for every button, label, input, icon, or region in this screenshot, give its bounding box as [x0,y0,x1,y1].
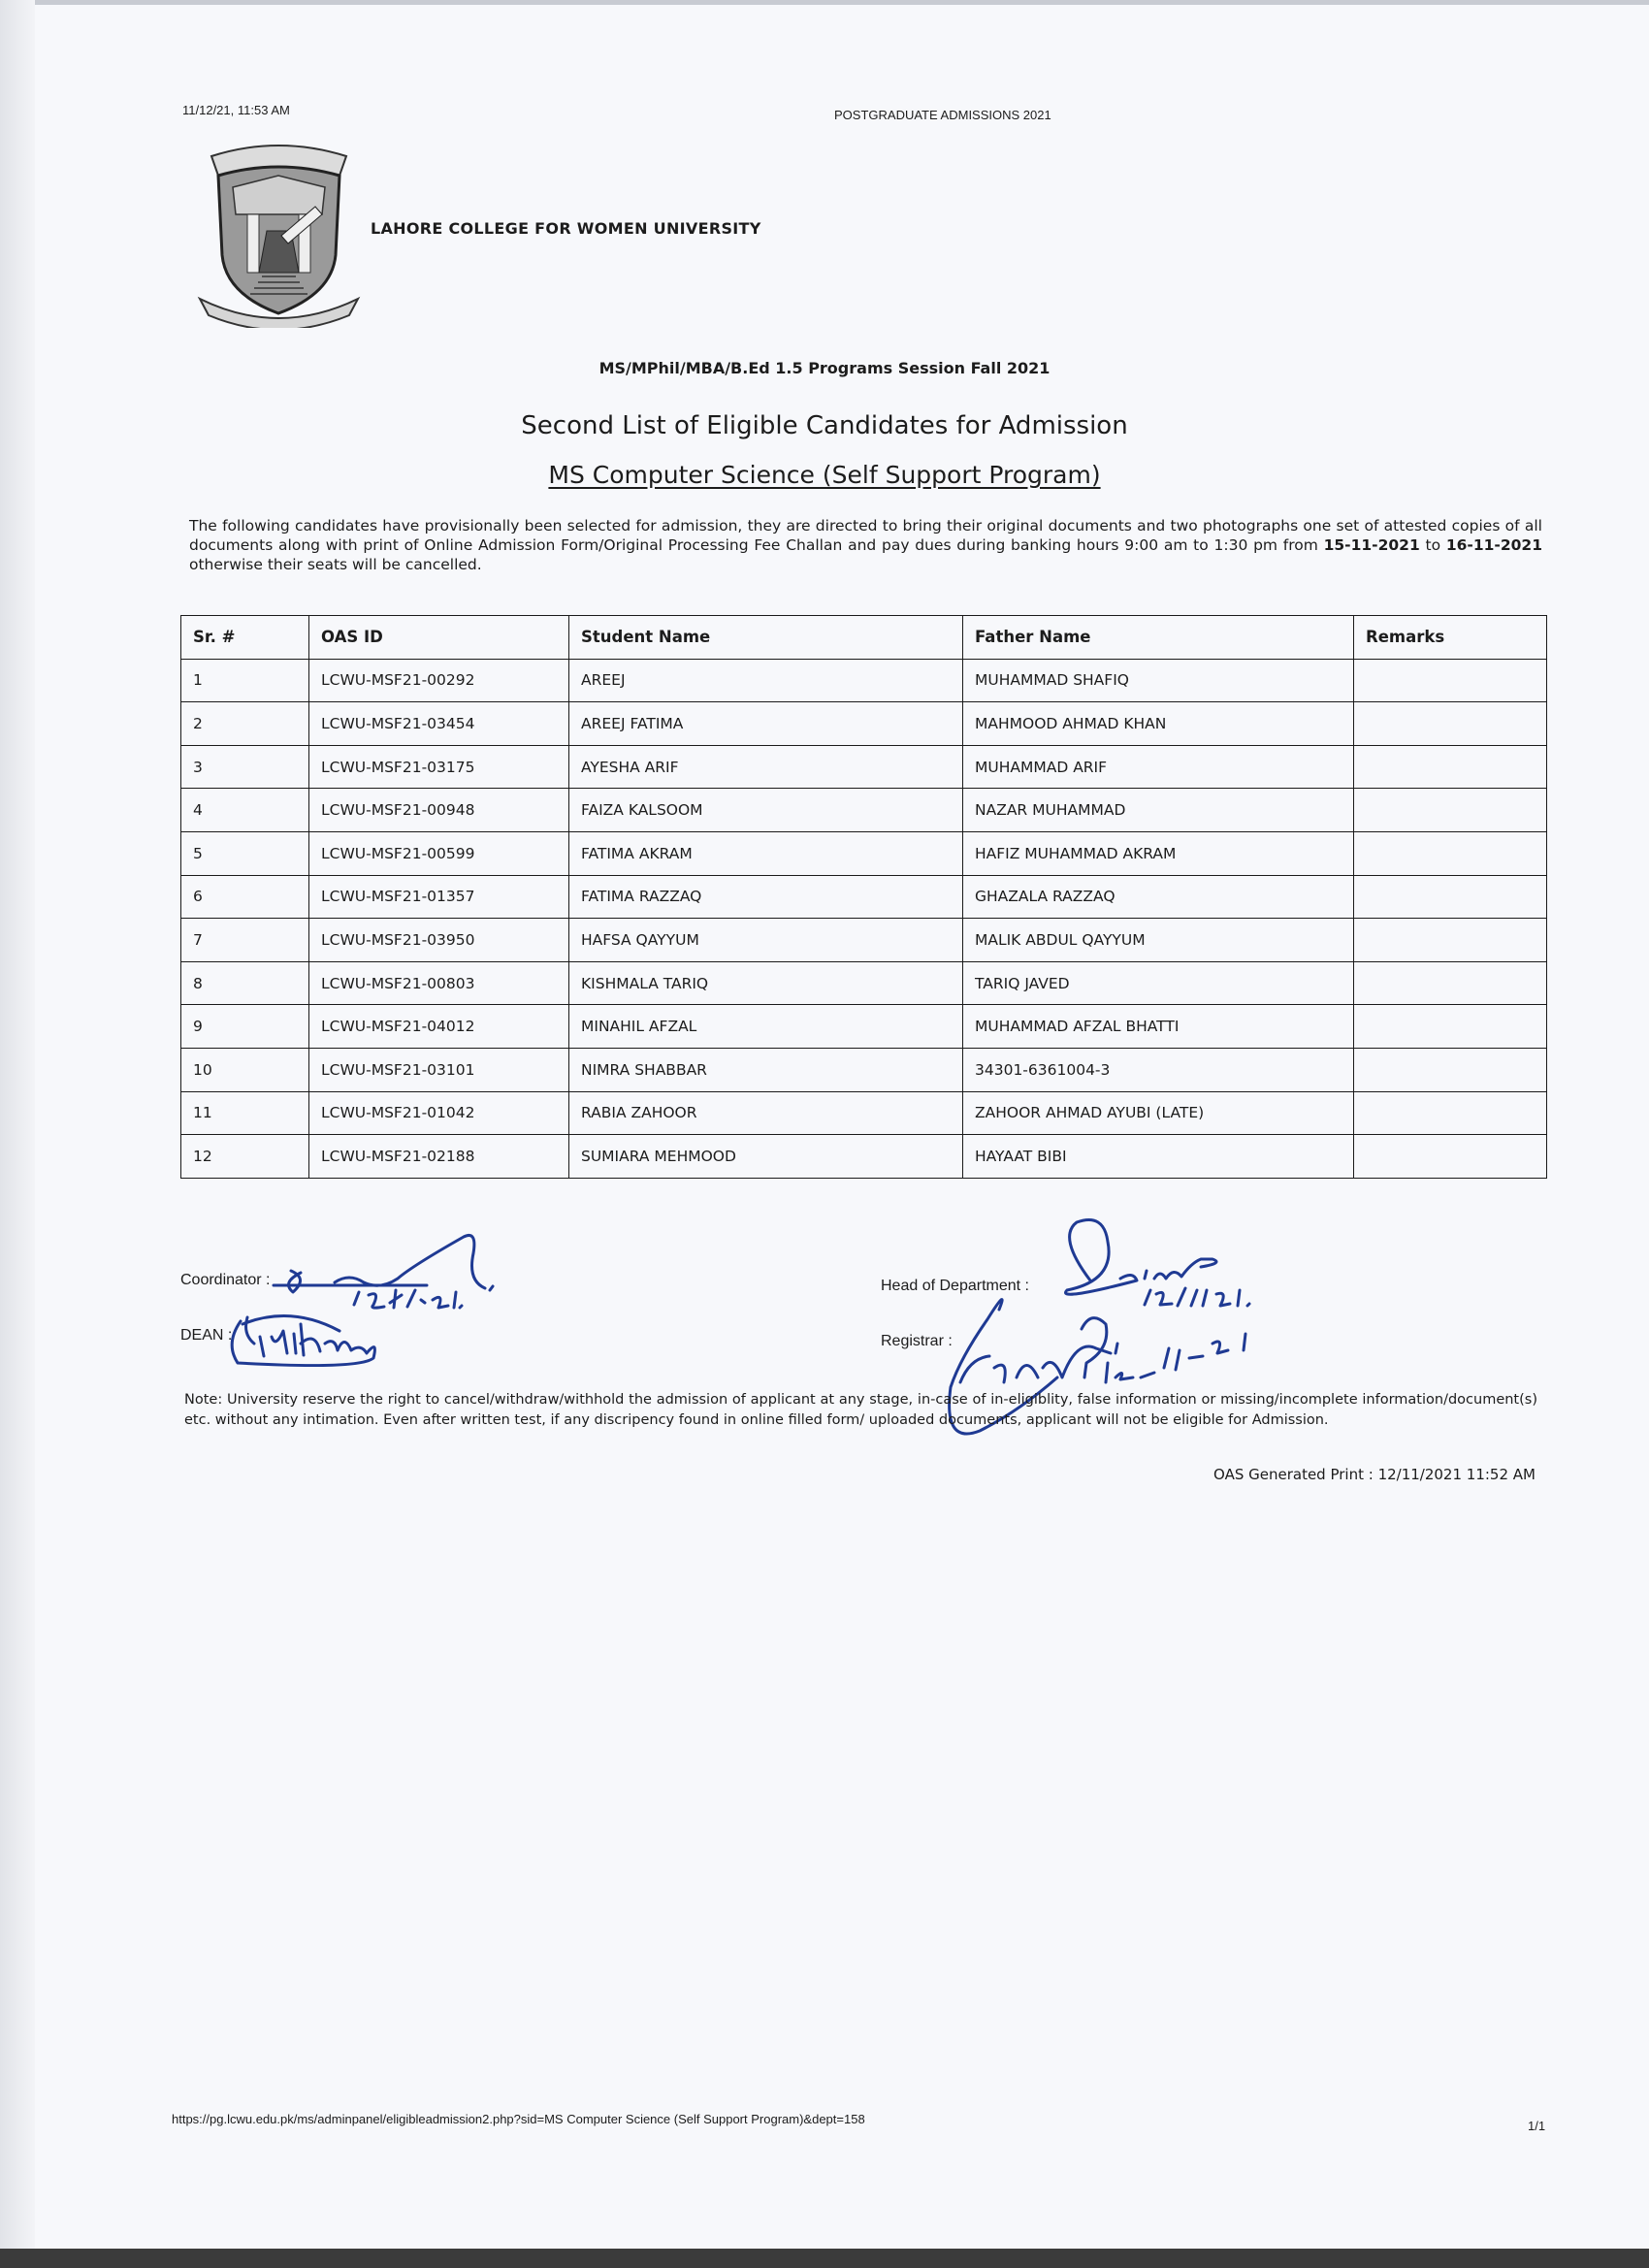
registrar-label: Registrar : [881,1333,953,1349]
cell-oas-id: LCWU-MSF21-04012 [309,1005,569,1049]
table-row [181,1091,1547,1135]
print-title: POSTGRADUATE ADMISSIONS 2021 [834,108,1051,122]
header-oas-id: OAS ID [309,616,569,660]
cell-remarks [1354,919,1547,962]
cell-oas-id: LCWU-MSF21-01357 [309,875,569,919]
cell-student-name: AREEJ [569,659,963,702]
footer-url: https://pg.lcwu.edu.pk/ms/adminpanel/eligibleadmission2.php?sid=MS Computer Science (Self Support Program)&dept=158 [172,2112,865,2126]
scan-top-edge [0,0,1649,5]
scan-bottom-edge [0,2249,1649,2268]
header-remarks: Remarks [1354,616,1547,660]
cell-father-name: HAFIZ MUHAMMAD AKRAM [963,831,1354,875]
cell-sr: 10 [181,1048,309,1091]
university-seal-icon [194,139,364,328]
header-student-name: Student Name [569,616,963,660]
header-father-name: Father Name [963,616,1354,660]
cell-sr: 2 [181,702,309,746]
cell-sr: 8 [181,961,309,1005]
hod-label: Head of Department : [881,1278,1029,1294]
cell-oas-id: LCWU-MSF21-03950 [309,919,569,962]
coordinator-label: Coordinator : [180,1272,271,1288]
cell-oas-id: LCWU-MSF21-01042 [309,1091,569,1135]
cell-father-name: MUHAMMAD ARIF [963,745,1354,789]
coordinator-date [354,1290,462,1308]
table-row [181,745,1547,789]
dean-label: DEAN : [180,1327,233,1344]
print-datetime: 11/12/21, 11:53 AM [182,103,290,117]
cell-student-name: MINAHIL AFZAL [569,1005,963,1049]
cell-sr: 9 [181,1005,309,1049]
cell-oas-id: LCWU-MSF21-00803 [309,961,569,1005]
cell-oas-id: LCWU-MSF21-03175 [309,745,569,789]
candidates-table [180,615,1546,1179]
cell-remarks [1354,702,1547,746]
program-title [0,461,1649,489]
cell-oas-id: LCWU-MSF21-03101 [309,1048,569,1091]
cell-student-name: RABIA ZAHOOR [569,1091,963,1135]
date-from: 15-11-2021 [1323,536,1420,554]
cell-student-name: AREEJ FATIMA [569,702,963,746]
cell-father-name: 34301-6361004-3 [963,1048,1354,1091]
cell-student-name: AYESHA ARIF [569,745,963,789]
cell-father-name: HAYAAT BIBI [963,1135,1354,1179]
coordinator-signature [274,1235,493,1292]
cell-father-name: MUHAMMAD AFZAL BHATTI [963,1005,1354,1049]
instructions-text-1: The following candidates have provisionally been selected for admission, they are directed to bring their original documents and two photographs one set of attested copies of all documents along with print of Online Admission Form/Original Processing Fee Challan and pay dues during banking hours 9:00 am to 1:30 pm from [189,517,1542,554]
cell-sr: 1 [181,659,309,702]
cell-remarks [1354,745,1547,789]
cell-sr: 4 [181,789,309,832]
table-header-row [181,616,1547,660]
cell-father-name: ZAHOOR AHMAD AYUBI (LATE) [963,1091,1354,1135]
cell-sr: 7 [181,919,309,962]
cell-remarks [1354,789,1547,832]
instructions [189,516,1542,574]
page-number: 1/1 [1528,2119,1546,2133]
dean-signature [232,1315,374,1365]
cell-father-name: TARIQ JAVED [963,961,1354,1005]
cell-oas-id: LCWU-MSF21-00948 [309,789,569,832]
cell-remarks [1354,831,1547,875]
table-row [181,961,1547,1005]
table-row [181,702,1547,746]
table-row [181,1048,1547,1091]
cell-remarks [1354,1091,1547,1135]
cell-student-name: HAFSA QAYYUM [569,919,963,962]
cell-father-name: GHAZALA RAZZAQ [963,875,1354,919]
cell-oas-id: LCWU-MSF21-03454 [309,702,569,746]
university-name: LAHORE COLLEGE FOR WOMEN UNIVERSITY [371,219,761,238]
cell-student-name: FAIZA KALSOOM [569,789,963,832]
cell-oas-id: LCWU-MSF21-02188 [309,1135,569,1179]
cell-sr: 3 [181,745,309,789]
instructions-text-2: to [1419,536,1446,554]
cell-sr: 5 [181,831,309,875]
cell-remarks [1354,961,1547,1005]
generated-print-timestamp: OAS Generated Print : 12/11/2021 11:52 AM [1213,1466,1536,1483]
table-row [181,1135,1547,1179]
table-row [181,919,1547,962]
cell-remarks [1354,1005,1547,1049]
program-title-text: MS Computer Science (Self Support Program) [548,461,1101,489]
list-title: Second List of Eligible Candidates for Admission [521,411,1128,440]
cell-remarks [1354,659,1547,702]
hod-date [1145,1288,1249,1306]
cell-sr: 11 [181,1091,309,1135]
table-row [181,875,1547,919]
instructions-text-3: otherwise their seats will be cancelled. [189,556,482,573]
hod-signature [1066,1220,1217,1295]
cell-sr: 12 [181,1135,309,1179]
disclaimer-note: Note: University reserve the right to cancel/withdraw/withhold the admission of applicant at any stage, in-case of in-eligiblity, false information or missing/incomplete information/document(s) etc. without any intimation. Even after written test, if any discripency found in online filled form/ uploaded documents, applicant will not be eligible for Admission. [184,1392,1537,1428]
cell-remarks [1354,875,1547,919]
scan-left-edge [0,0,35,2268]
cell-sr: 6 [181,875,309,919]
cell-remarks [1354,1135,1547,1179]
cell-father-name: NAZAR MUHAMMAD [963,789,1354,832]
header-sr: Sr. # [181,616,309,660]
cell-father-name: MALIK ABDUL QAYYUM [963,919,1354,962]
cell-father-name: MUHAMMAD SHAFIQ [963,659,1354,702]
date-to: 16-11-2021 [1445,536,1543,554]
cell-student-name: FATIMA RAZZAQ [569,875,963,919]
table-row [181,831,1547,875]
table-row [181,659,1547,702]
table-row [181,789,1547,832]
cell-father-name: MAHMOOD AHMAD KHAN [963,702,1354,746]
registrar-date [1106,1334,1245,1382]
cell-student-name: KISHMALA TARIQ [569,961,963,1005]
cell-student-name: NIMRA SHABBAR [569,1048,963,1091]
cell-student-name: SUMIARA MEHMOOD [569,1135,963,1179]
cell-oas-id: LCWU-MSF21-00292 [309,659,569,702]
session-title: MS/MPhil/MBA/B.Ed 1.5 Programs Session Fall 2021 [598,359,1051,377]
cell-student-name: FATIMA AKRAM [569,831,963,875]
cell-oas-id: LCWU-MSF21-00599 [309,831,569,875]
cell-remarks [1354,1048,1547,1091]
table-row [181,1005,1547,1049]
